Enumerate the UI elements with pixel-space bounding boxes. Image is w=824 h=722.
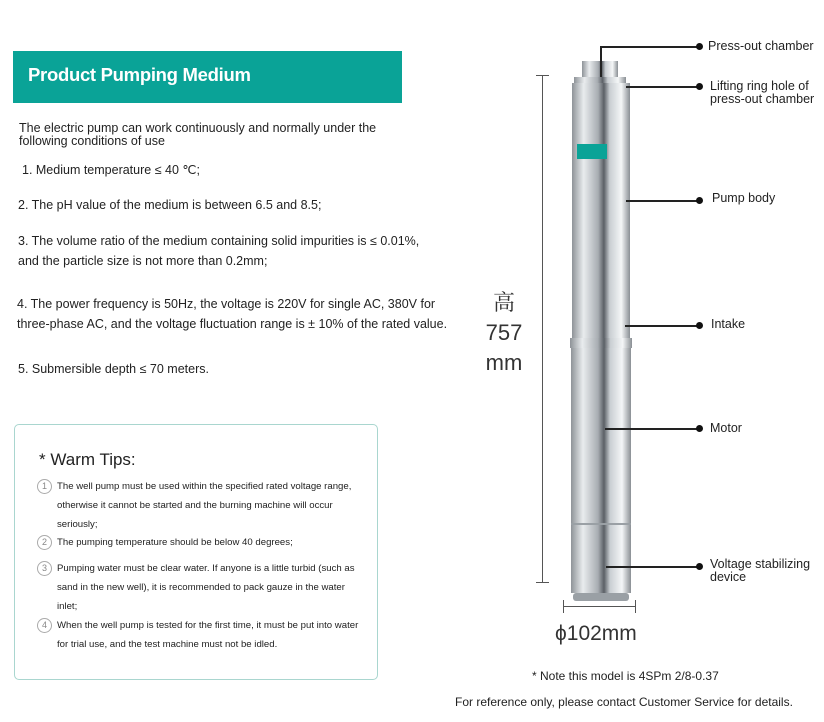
model-note: * Note this model is 4SPm 2/8-0.37 <box>532 669 719 683</box>
height-value: 757 <box>485 320 523 345</box>
callout-dot-icon <box>696 197 703 204</box>
callout-dot-icon <box>696 83 703 90</box>
callout-line <box>626 200 700 202</box>
callout-dot-icon <box>696 563 703 570</box>
tip-item: 3 Pumping water must be clear water. If anyone is a little turbid (such as sand in the new well), it is recommended to pack gauze in the water inlet; <box>37 559 367 616</box>
motor-shape <box>571 348 631 593</box>
height-char: 高 <box>492 290 515 315</box>
callout-press-out-chamber: Press-out chamber <box>708 39 814 53</box>
condition-5: 5. Submersible depth ≤ 70 meters. <box>18 362 209 376</box>
section-title: Product Pumping Medium <box>28 64 251 85</box>
condition-1: 1. Medium temperature ≤ 40 ℃; <box>22 163 200 177</box>
callout-line <box>626 86 700 88</box>
circled-number-icon: 1 <box>37 479 52 494</box>
callout-line <box>605 428 700 430</box>
callout-dot-icon <box>696 43 703 50</box>
tip-item: 4 When the well pump is tested for the first time, it must be put into water for trial use, and the test machine must not be idled. <box>37 616 367 654</box>
height-unit: mm <box>485 350 523 375</box>
callout-lifting-ring <box>710 80 814 106</box>
height-dimension-line <box>542 75 543 582</box>
pump-body-shape <box>572 83 630 338</box>
seam <box>571 523 631 525</box>
diameter-dimension-line <box>563 606 636 607</box>
callout-motor: Motor <box>710 421 742 435</box>
condition-4-line1: 4. The power frequency is 50Hz, the voltage is 220V for single AC, 380V for <box>17 297 436 311</box>
diameter-label: ϕ102mm <box>555 622 637 645</box>
condition-3-line1: 3. The volume ratio of the medium containing solid impurities is ≤ 0.01%, <box>18 234 420 248</box>
circled-number-icon: 3 <box>37 561 52 576</box>
warm-tips-box <box>14 424 378 680</box>
brand-label <box>577 144 607 159</box>
callout-line1: Voltage stabilizing <box>710 557 811 571</box>
callout-dot-icon <box>696 425 703 432</box>
dim-tick <box>536 75 549 76</box>
callout-line <box>625 325 700 327</box>
callout-intake: Intake <box>711 317 746 331</box>
joint-shape <box>570 338 632 348</box>
callout-line <box>600 46 700 48</box>
intro-text: The electric pump can work continuously and normally under the following conditions of use <box>19 121 377 148</box>
callout-pump-body: Pump body <box>712 191 776 205</box>
condition-4-line2: three-phase AC, and the voltage fluctuation range is ± 10% of the rated value. <box>17 317 448 331</box>
callout-line2: press-out chamber <box>710 92 815 106</box>
section-banner <box>13 51 402 103</box>
reference-note: For reference only, please contact Customer Service for details. <box>455 695 793 709</box>
tip-item: 2 The pumping temperature should be below 40 degrees; <box>37 533 367 552</box>
tip-item: 1 The well pump must be used within the specified rated voltage range, otherwise it cannot be started and the burning machine will occur seriously; <box>37 477 367 534</box>
callout-line <box>606 566 700 568</box>
height-label <box>480 288 528 378</box>
circled-number-icon: 4 <box>37 618 52 633</box>
circled-number-icon: 2 <box>37 535 52 550</box>
dim-tick <box>635 600 636 613</box>
callout-dot-icon <box>696 322 703 329</box>
dim-tick <box>536 582 549 583</box>
condition-3-line2: and the particle size is not more than 0.2mm; <box>18 254 268 268</box>
warm-tips-title: * Warm Tips: <box>39 450 136 469</box>
pump-illustration <box>560 55 640 610</box>
condition-3 <box>18 231 419 271</box>
callout-line <box>600 47 602 77</box>
intake-mesh-shape <box>572 310 630 338</box>
bottom-cap <box>573 593 629 601</box>
dim-tick <box>563 600 564 613</box>
condition-4 <box>17 294 447 334</box>
callout-line1: Lifting ring hole of <box>710 79 809 93</box>
callout-line2: device <box>710 570 747 584</box>
callout-voltage-stabilizing <box>710 558 810 584</box>
condition-2: 2. The pH value of the medium is between 6.5 and 8.5; <box>18 198 322 212</box>
